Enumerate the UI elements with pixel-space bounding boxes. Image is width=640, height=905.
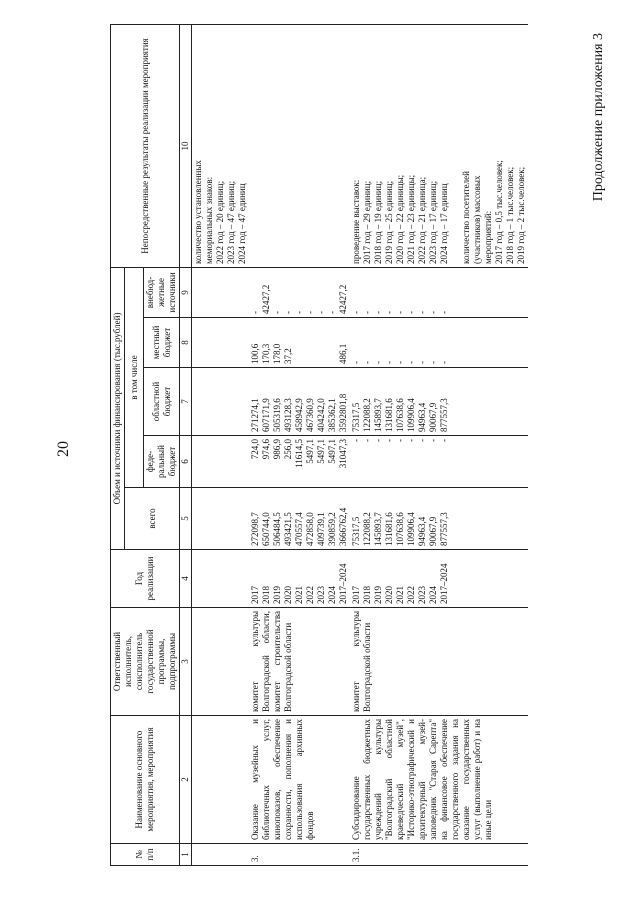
value: - <box>406 439 416 442</box>
value: - <box>395 361 405 364</box>
result-line: 2020 год – 22 единицы; <box>395 174 405 264</box>
value: 506484,5 <box>272 512 282 546</box>
year: 2019 <box>272 586 282 604</box>
header-offbudget: внебюд-жетные источники <box>144 267 180 317</box>
value: 256,0 <box>283 439 293 460</box>
value: - <box>428 361 438 364</box>
value: - <box>305 311 315 314</box>
value: 145893,7 <box>373 398 383 432</box>
value: 3592801,8 <box>338 393 348 432</box>
value: 42427,2 <box>261 284 271 314</box>
header-local: местный бюджет <box>144 318 180 368</box>
value: 145893,7 <box>373 512 383 546</box>
page-number: 20 <box>55 441 72 457</box>
value: 390859,2 <box>327 512 337 546</box>
value: 3666762,4 <box>338 507 348 546</box>
value: 467360,9 <box>305 398 315 432</box>
value: - <box>351 361 361 364</box>
column-numbers-row <box>180 24 192 865</box>
value: 493421,5 <box>283 512 293 546</box>
value: - <box>283 311 293 314</box>
activity-name: Оказание музейных и библиотечных услуг, кинопоказов, обеспечение сохранности, пополнения и использования архивных фондов <box>249 716 350 844</box>
value: 75317,5 <box>351 516 361 546</box>
year: 2024 <box>327 586 337 604</box>
header-year: Год реализации <box>111 550 180 608</box>
year: 2019 <box>373 586 383 604</box>
header-num: № п/п <box>111 844 180 866</box>
offbudget-cell <box>350 267 528 317</box>
value: 458942,9 <box>294 398 304 432</box>
header-federal: феде-ральный бюджет <box>144 436 180 488</box>
result-line: 2022 год – 20 единиц; <box>215 180 225 264</box>
value: 271274,1 <box>250 398 260 432</box>
value: 107638,6 <box>395 512 405 546</box>
year: 2017–2024 <box>338 563 348 604</box>
value: 472858,0 <box>305 512 315 546</box>
year: 2017 <box>250 586 260 604</box>
value: 272098,7 <box>250 512 260 546</box>
value <box>294 321 305 364</box>
value <box>305 321 316 364</box>
year: 2018 <box>261 586 271 604</box>
value: 109906,4 <box>406 512 416 546</box>
regional-cell <box>350 368 528 436</box>
value: 31047,3 <box>338 439 348 469</box>
value: - <box>373 361 383 364</box>
value: - <box>439 361 449 364</box>
value: - <box>250 311 260 314</box>
value: 986,9 <box>272 439 282 460</box>
value: 100,6 <box>250 343 260 364</box>
table-row <box>192 24 250 865</box>
total-cell <box>249 488 350 550</box>
value: 131681,6 <box>384 512 394 546</box>
result-line: проведение выставок: <box>351 179 361 264</box>
result-line: 2018 год – 19 единиц; <box>373 180 383 264</box>
value: 724,0 <box>250 439 260 460</box>
value: 107638,6 <box>395 398 405 432</box>
federal-cell <box>249 436 350 488</box>
results-cell <box>249 24 350 267</box>
value: - <box>417 439 427 442</box>
year: 2022 <box>305 586 315 604</box>
year: 2018 <box>362 586 372 604</box>
value: - <box>384 361 394 364</box>
column-number: 7 <box>180 368 192 436</box>
value: - <box>417 361 427 364</box>
table-row <box>249 24 350 865</box>
value: 94963,4 <box>417 402 427 432</box>
row-number: 3.1. <box>350 844 528 866</box>
row-number: 3. <box>249 844 350 866</box>
total-cell <box>350 488 528 550</box>
header-financing: Объем и источники финансирования (тыс.рублей) <box>111 267 125 549</box>
column-number: 6 <box>180 436 192 488</box>
value: - <box>373 439 383 442</box>
value: 493128,3 <box>283 398 293 432</box>
header-results: Непосредственные результаты реализации мероприятия <box>111 24 180 267</box>
result-line: 2024 год – 47 единиц <box>237 183 247 264</box>
value: 75317,5 <box>351 402 361 432</box>
value: 5497,1 <box>327 439 337 464</box>
value: - <box>384 439 394 442</box>
value <box>327 321 338 364</box>
financing-table <box>110 24 528 866</box>
results-cell <box>350 24 528 267</box>
year: 2017 <box>351 586 361 604</box>
value: 109906,4 <box>406 398 416 432</box>
value: - <box>362 439 372 442</box>
rotated-page <box>80 25 635 870</box>
responsible-executor: комитет культуры Волгоградской области, комитет строительства Волгоградской области <box>249 608 350 716</box>
value: 409739,1 <box>316 512 326 546</box>
value: 404242,0 <box>316 398 326 432</box>
value: 94963,4 <box>417 516 427 546</box>
responsible-executor: комитет культуры Волгоградской области <box>350 608 528 716</box>
year: 2021 <box>294 586 304 604</box>
years-cell <box>350 550 528 608</box>
column-number: 9 <box>180 267 192 317</box>
result-line: количество посетителей <box>461 171 471 264</box>
result-line: 2019 год – 25 единиц; <box>384 180 394 264</box>
value: - <box>439 439 449 442</box>
column-number: 3 <box>180 608 192 716</box>
value: 385362,1 <box>327 398 337 432</box>
regional-cell <box>249 368 350 436</box>
header-regional: областной бюджет <box>144 368 180 436</box>
result-line: 2019 год – 2 тыс.человек; <box>516 166 526 264</box>
year: 2023 <box>316 586 326 604</box>
value: - <box>351 439 361 442</box>
year: 2023 <box>417 586 427 604</box>
value: - <box>351 311 361 314</box>
result-line: 2023 год – 17 единиц; <box>428 180 438 264</box>
result-line: 2023 год – 47 единиц; <box>226 180 236 264</box>
value: - <box>272 311 282 314</box>
year: 2024 <box>428 586 438 604</box>
value: 974,6 <box>261 439 271 460</box>
header-total: всего <box>125 488 180 550</box>
result-line: 2024 год – 17 единиц <box>439 183 449 264</box>
result-line: (участников) массовых <box>472 175 482 264</box>
header-name: Наименование основного мероприятия, мероприятия <box>111 716 180 844</box>
value: 470557,4 <box>294 512 304 546</box>
column-number: 10 <box>180 24 192 267</box>
result-line: мемориальных знаков: <box>204 176 214 264</box>
result-line: 2017 год – 0,5 тыс.человек; <box>494 160 504 264</box>
value: 170,3 <box>261 343 271 364</box>
value: 5497,1 <box>305 439 315 464</box>
value: 131681,6 <box>384 398 394 432</box>
year: 2017–2024 <box>439 563 449 604</box>
value: - <box>395 439 405 442</box>
value: - <box>294 311 304 314</box>
table-row <box>350 24 528 865</box>
result-line: 2021 год – 23 единицы; <box>406 174 416 264</box>
value: - <box>417 311 427 314</box>
header-incl: в том числе <box>125 267 144 487</box>
column-number: 4 <box>180 550 192 608</box>
value: - <box>395 311 405 314</box>
offbudget-cell <box>249 267 350 317</box>
value: 37,2 <box>283 348 293 364</box>
value: 42427,2 <box>338 284 348 314</box>
years-cell <box>249 550 350 608</box>
result-line: количество установленных <box>193 160 203 264</box>
value: 122088,2 <box>362 398 372 432</box>
value: 5497,1 <box>316 439 326 464</box>
column-number: 1 <box>180 844 192 866</box>
value: 11614,5 <box>294 439 304 468</box>
value: - <box>327 311 337 314</box>
local-cell <box>249 318 350 368</box>
value: - <box>428 439 438 442</box>
year: 2020 <box>283 586 293 604</box>
value: 505319,6 <box>272 398 282 432</box>
value: - <box>373 311 383 314</box>
value: - <box>384 311 394 314</box>
column-number: 8 <box>180 318 192 368</box>
value: 650744,0 <box>261 512 271 546</box>
value: - <box>439 311 449 314</box>
value: - <box>316 311 326 314</box>
result-line: 2017 год – 29 единиц; <box>362 180 372 264</box>
value: 90067,9 <box>428 516 438 546</box>
result-line: мероприятий: <box>483 210 493 264</box>
value: 607171,9 <box>261 398 271 432</box>
value: - <box>362 311 372 314</box>
column-number: 5 <box>180 488 192 550</box>
result-line: 2018 год – 1 тыс.человек; <box>505 166 515 264</box>
appendix-note: Продолжение приложения 3 <box>591 33 606 202</box>
value <box>316 321 327 364</box>
value: 178,0 <box>272 343 282 364</box>
result-line: 2022 год – 21 единица; <box>417 176 427 264</box>
value: - <box>428 311 438 314</box>
header-responsible: Ответственный исполнитель, соисполнитель государственной программы, подпрограммы <box>111 608 180 716</box>
year: 2022 <box>406 586 416 604</box>
local-cell <box>350 318 528 368</box>
column-number: 2 <box>180 716 192 844</box>
value: 486,1 <box>338 343 348 364</box>
federal-cell <box>350 436 528 488</box>
value: 122088,2 <box>362 512 372 546</box>
year: 2021 <box>395 586 405 604</box>
value: 877557,3 <box>439 398 449 432</box>
year: 2020 <box>384 586 394 604</box>
value: 877557,3 <box>439 512 449 546</box>
value: - <box>406 361 416 364</box>
value: 90067,9 <box>428 402 438 432</box>
value: - <box>406 311 416 314</box>
value: - <box>362 361 372 364</box>
activity-name: Субсидирование государственных бюджетных учреждений культуры "Волгоградский областной краеведческий музей", "Историко-этнографический и архитектурный музей-заповедник "Старая Сарепта" на финансовое обеспечение государственного задания на оказание государственных услуг (выполнение работ) и на иные цели <box>350 716 528 844</box>
result-line <box>450 28 461 264</box>
prev-results-cell <box>192 24 250 267</box>
